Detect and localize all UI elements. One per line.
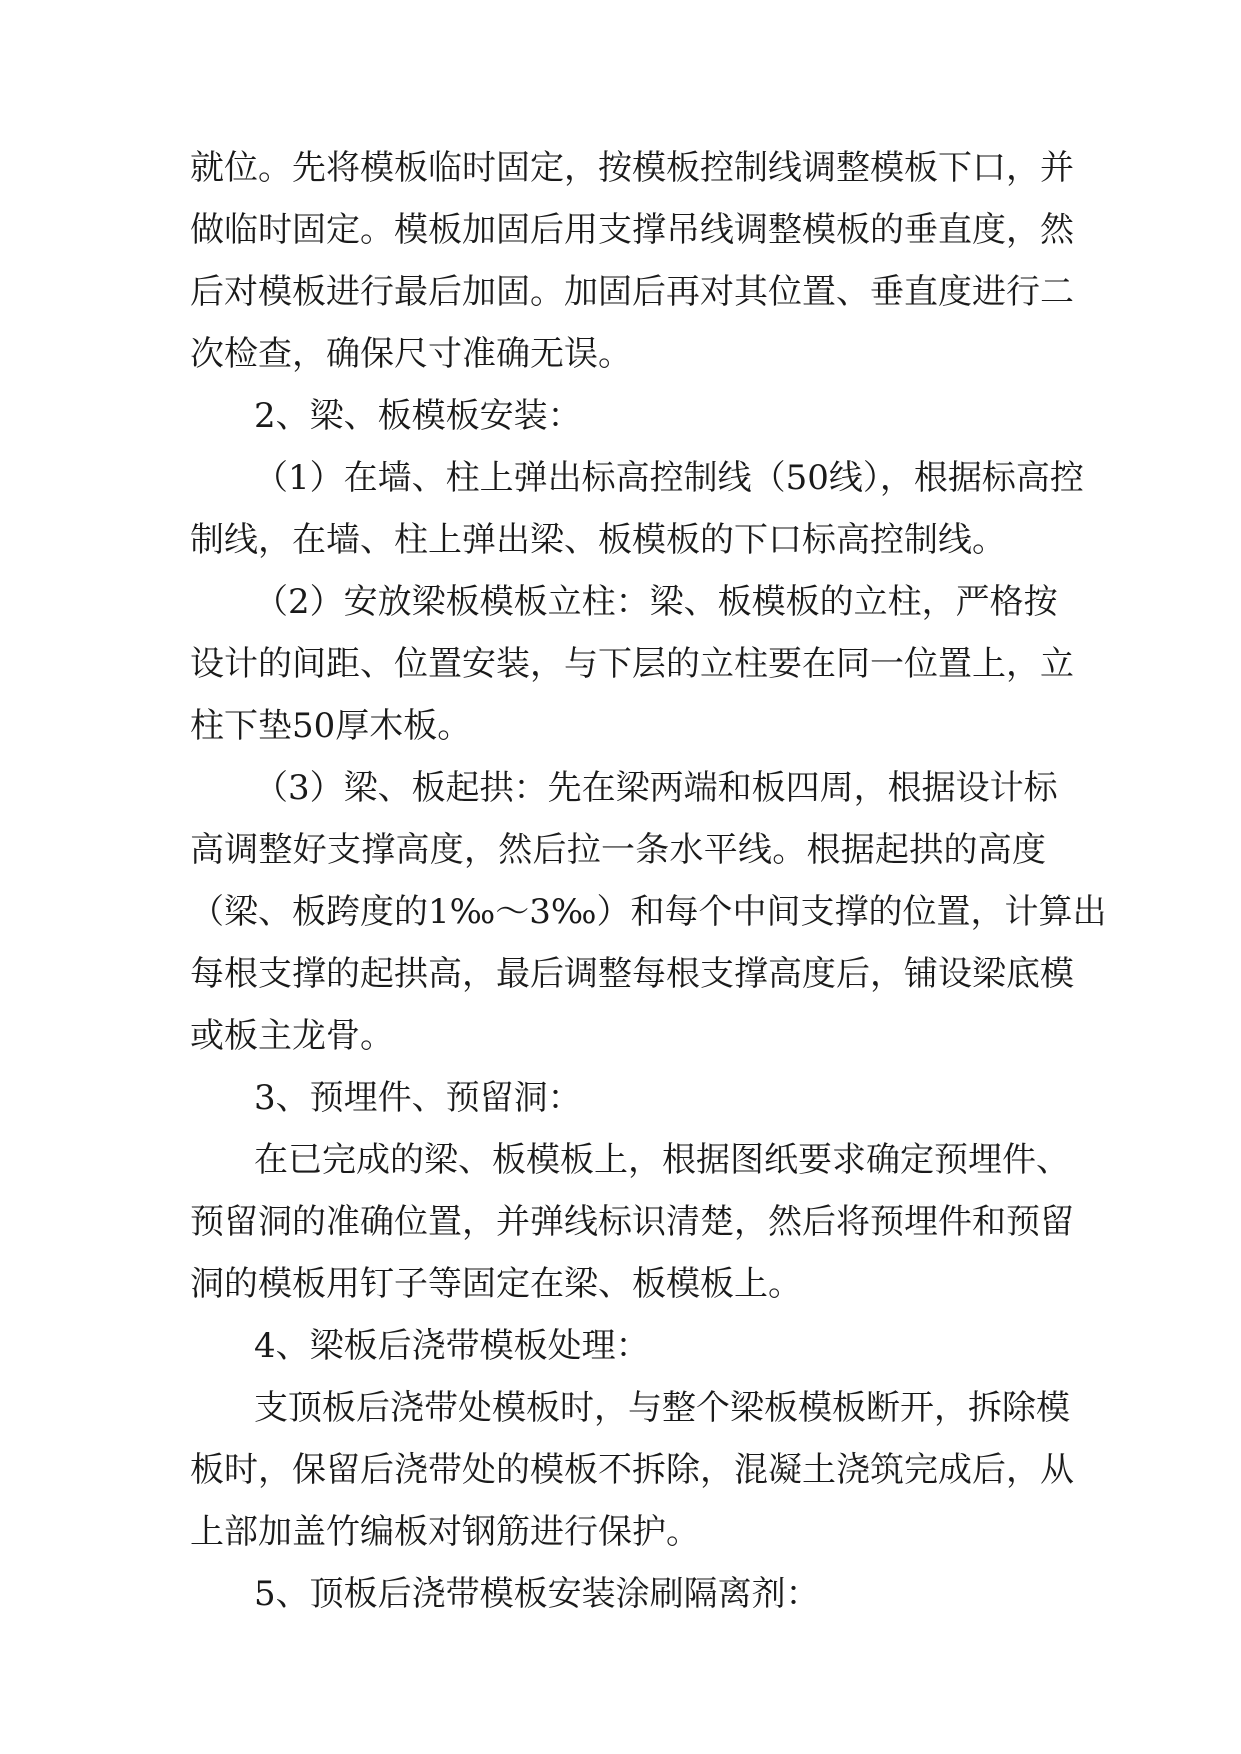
text-line: 就位。先将模板临时固定，按模板控制线调整模板下口，并 [190,148,1074,188]
text-line: （梁、板跨度的1‰～3‰）和每个中间支撑的位置，计算出 [190,892,1107,932]
text-line: 或板主龙骨。 [190,1016,394,1056]
text-line: （2）安放梁板模板立柱：梁、板模板的立柱，严格按 [254,582,1058,622]
section-heading: 3、预埋件、预留洞： [254,1078,582,1118]
text-line: 做临时固定。模板加固后用支撑吊线调整模板的垂直度，然 [190,210,1074,250]
text-line: 制线，在墙、柱上弹出梁、板模板的下口标高控制线。 [190,520,1006,560]
section-heading: 2、梁、板模板安装： [254,396,582,436]
text-line: 预留洞的准确位置，并弹线标识清楚，然后将预埋件和预留 [190,1202,1074,1242]
text-line: 上部加盖竹编板对钢筋进行保护。 [190,1512,700,1552]
text-line: 支顶板后浇带处模板时，与整个梁板模板断开，拆除模 [254,1388,1070,1428]
text-line: 设计的间距、位置安装，与下层的立柱要在同一位置上，立 [190,644,1074,684]
section-heading: 5、顶板后浇带模板安装涂刷隔离剂： [254,1574,820,1614]
text-line: 柱下垫50厚木板。 [190,706,472,746]
section-heading: 4、梁板后浇带模板处理： [254,1326,650,1366]
text-line: （1）在墙、柱上弹出标高控制线（50线），根据标高控 [254,458,1084,498]
text-line: 后对模板进行最后加固。加固后再对其位置、垂直度进行二 [190,272,1074,312]
text-line: 高调整好支撑高度，然后拉一条水平线。根据起拱的高度 [190,830,1046,870]
text-line: （3）梁、板起拱：先在梁两端和板四周，根据设计标 [254,768,1058,808]
text-line: 洞的模板用钉子等固定在梁、板模板上。 [190,1264,802,1304]
text-line: 每根支撑的起拱高，最后调整每根支撑高度后，铺设梁底模 [190,954,1074,994]
text-line: 板时，保留后浇带处的模板不拆除，混凝土浇筑完成后，从 [190,1450,1074,1490]
text-line: 次检查，确保尺寸准确无误。 [190,334,632,374]
text-line: 在已完成的梁、板模板上，根据图纸要求确定预埋件、 [254,1140,1070,1180]
